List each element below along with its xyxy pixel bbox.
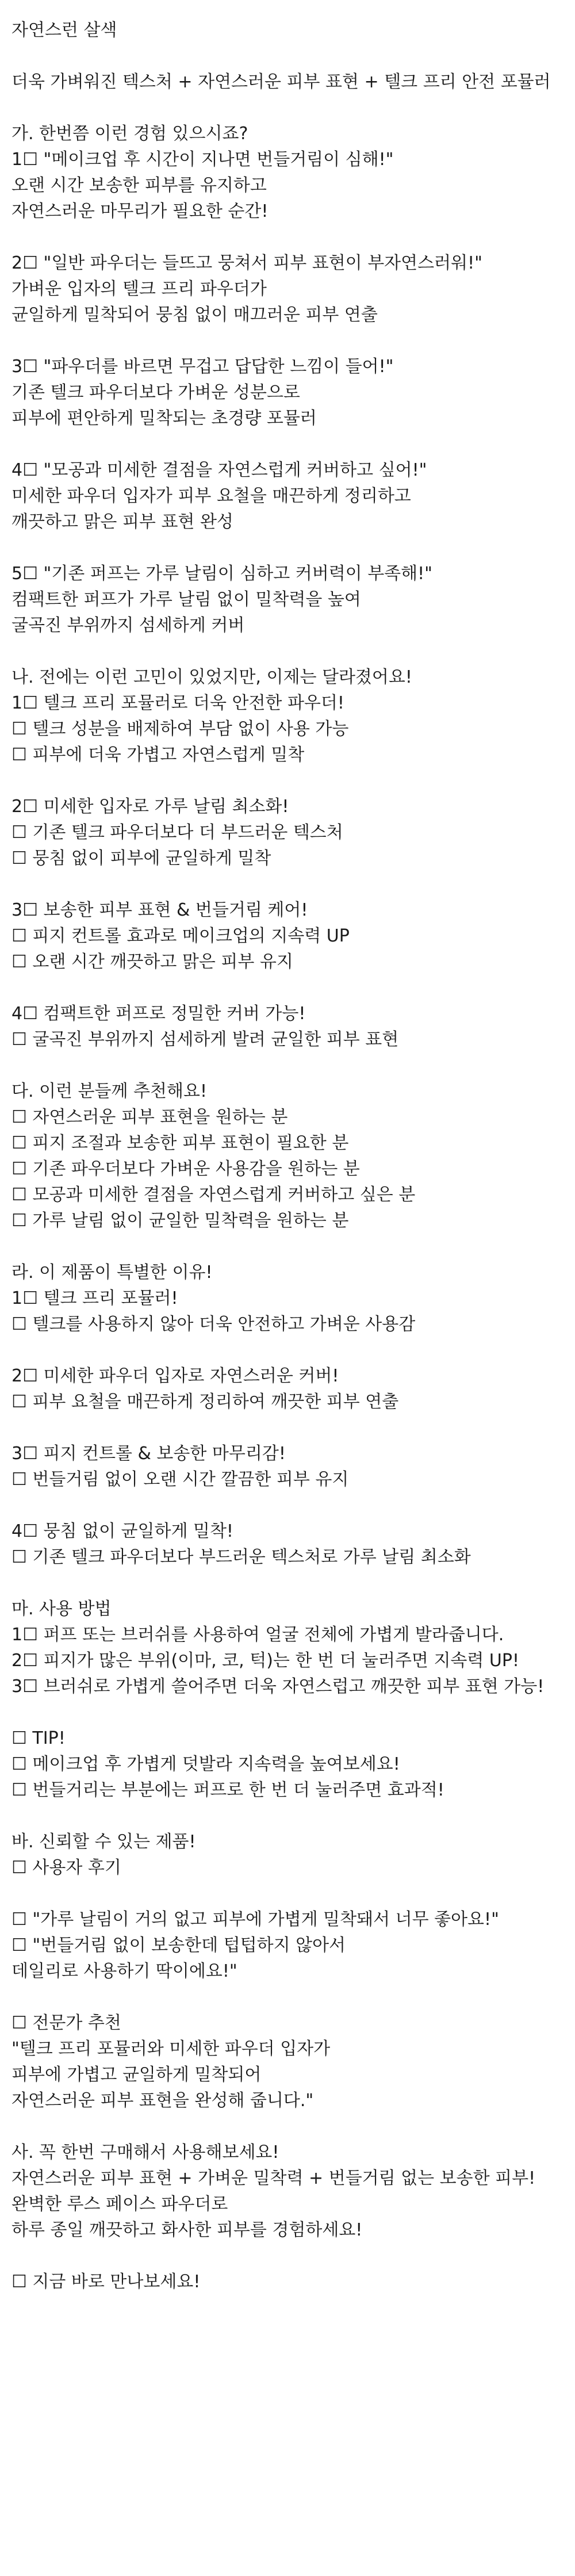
text-line: ☐ 번들거리는 부분에는 퍼프로 한 번 더 눌러주면 효과적!	[12, 1780, 444, 1800]
text-line: 완벽한 루스 페이스 파우더로	[12, 2194, 228, 2214]
blank-line	[12, 43, 575, 69]
text-line: ☐ 메이크업 후 가볍게 덧발라 지속력을 높여보세요!	[12, 1754, 400, 1774]
text-line: 다. 이런 분들께 추천해요!	[12, 1081, 207, 1101]
text-line: ☐ TIP!	[12, 1728, 66, 1748]
text-line: 3☐ 피지 컨트롤 & 보송한 마무리감!	[12, 1444, 286, 1464]
text-line: 바. 신뢰할 수 있는 제품!	[12, 1832, 196, 1852]
text-line: 하루 종일 깨끗하고 화사한 피부를 경험하세요!	[12, 2220, 363, 2240]
blank-line	[12, 1052, 575, 1078]
blank-line	[12, 1700, 575, 1725]
text-line: 미세한 파우더 입자가 피부 요철을 매끈하게 정리하고	[12, 486, 411, 506]
text-line: ☐ 기존 텔크 파우더보다 부드러운 텍스처로 가루 날림 최소화	[12, 1547, 471, 1567]
text-line: ☐ 모공과 미세한 결점을 자연스럽게 커버하고 싶은 분	[12, 1185, 416, 1205]
text-line: 3☐ 브러쉬로 가볍게 쓸어주면 더욱 자연스럽고 깨끗한 피부 표현 가능!	[12, 1676, 545, 1697]
text-line: 마. 사용 방법	[12, 1599, 112, 1619]
text-line: 3☐ "파우더를 바르면 무겁고 답답한 느낌이 들어!"	[12, 357, 394, 377]
text-line: 컴팩트한 퍼프가 가루 날림 없이 밀착력을 높여	[12, 590, 361, 610]
text-line: "텔크 프리 포뮬러와 미세한 파우더 입자가	[12, 2039, 331, 2059]
blank-line	[12, 1570, 575, 1596]
blank-line	[12, 1881, 575, 1907]
text-line: 3☐ 보송한 피부 표현 & 번들거림 케어!	[12, 900, 308, 920]
text-line: 나. 전에는 이런 고민이 있었지만, 이제는 달라졌어요!	[12, 667, 412, 687]
text-line: ☐ 전문가 추천	[12, 2013, 121, 2033]
blank-line	[12, 328, 575, 354]
text-line: ☐ 기존 텔크 파우더보다 더 부드러운 텍스처	[12, 822, 343, 843]
text-line: 2☐ 미세한 입자로 가루 날림 최소화!	[12, 797, 289, 817]
text-line: ☐ 지금 바로 만나보세요!	[12, 2272, 201, 2292]
text-line: 기존 텔크 파우더보다 가벼운 성분으로	[12, 382, 300, 403]
blank-line	[12, 768, 575, 794]
text-line: ☐ 사용자 후기	[12, 1858, 121, 1878]
text-line: 가. 한번쯤 이런 경험 있으시죠?	[12, 124, 248, 144]
blank-line	[12, 1415, 575, 1441]
text-line: 더욱 가벼워진 텍스처 + 자연스러운 피부 표현 + 텔크 프리 안전 포뮬러	[12, 72, 551, 92]
text-line: 2☐ "일반 파우더는 들뜨고 뭉쳐서 피부 표현이 부자연스러워!"	[12, 253, 482, 273]
text-line: ☐ 기존 파우더보다 가벼운 사용감을 원하는 분	[12, 1159, 360, 1179]
text-line: 균일하게 밀착되어 뭉침 없이 매끄러운 피부 연출	[12, 305, 378, 325]
text-line: ☐ 텔크를 사용하지 않아 더욱 안전하고 가벼운 사용감	[12, 1314, 416, 1334]
text-line: ☐ 번들거림 없이 오랜 시간 깔끔한 피부 유지	[12, 1469, 349, 1490]
blank-line	[12, 2114, 575, 2139]
text-line: 자연스러운 마무리가 필요한 순간!	[12, 201, 269, 221]
text-line: 자연스러운 피부 표현 + 가벼운 밀착력 + 번들거림 없는 보송한 피부!	[12, 2168, 536, 2188]
text-line: 오랜 시간 보송한 피부를 유지하고	[12, 175, 267, 196]
text-line: 가벼운 입자의 텔크 프리 파우더가	[12, 279, 267, 299]
text-line: ☐ 텔크 성분을 배제하여 부담 없이 사용 가능	[12, 719, 349, 739]
text-line: ☐ 피지 컨트롤 효과로 메이크업의 지속력 UP	[12, 926, 350, 946]
text-line: 1☐ "메이크업 후 시간이 지나면 번들거림이 심해!"	[12, 150, 394, 170]
text-line: 자연스러운 피부 표현을 완성해 줍니다."	[12, 2091, 314, 2111]
blank-line	[12, 535, 575, 561]
blank-line	[12, 1492, 575, 1518]
text-line: 데일리로 사용하기 딱이에요!"	[12, 1961, 237, 1981]
text-line: 5☐ "기존 퍼프는 가루 날림이 심하고 커버력이 부족해!"	[12, 564, 432, 584]
text-line: ☐ "가루 날림이 거의 없고 피부에 가볍게 밀착돼서 너무 좋아요!"	[12, 1909, 499, 1930]
text-line: 깨끗하고 맑은 피부 표현 완성	[12, 512, 233, 532]
text-line: 자연스런 살색	[12, 20, 117, 40]
text-line: ☐ 뭉침 없이 피부에 균일하게 밀착	[12, 848, 271, 868]
blank-line	[12, 1234, 575, 1260]
text-line: 1☐ 텔크 프리 포뮬러!	[12, 1288, 178, 1308]
text-line: 1☐ 텔크 프리 포뮬러로 더욱 안전한 파우더!	[12, 693, 344, 713]
text-line: 굴곡진 부위까지 섬세하게 커버	[12, 615, 245, 636]
blank-line	[12, 95, 575, 121]
text-line: 1☐ 퍼프 또는 브러쉬를 사용하여 얼굴 전체에 가볍게 발라줍니다.	[12, 1625, 504, 1645]
blank-line	[12, 1984, 575, 2010]
text-line: ☐ 피부에 더욱 가볍고 자연스럽게 밀착	[12, 745, 305, 765]
text-line: ☐ 가루 날림 없이 균일한 밀착력을 원하는 분	[12, 1211, 349, 1231]
text-line: ☐ 자연스러운 피부 표현을 원하는 분	[12, 1107, 288, 1127]
blank-line	[12, 1803, 575, 1829]
text-line: 피부에 가볍고 균일하게 밀착되어	[12, 2065, 262, 2085]
text-line: 4☐ 뭉침 없이 균일하게 밀착!	[12, 1521, 233, 1541]
text-line: 4☐ 컴팩트한 퍼프로 정밀한 커버 가능!	[12, 1004, 306, 1024]
text-line: ☐ 굴곡진 부위까지 섬세하게 발려 균일한 피부 표현	[12, 1029, 399, 1050]
text-line: 라. 이 제품이 특별한 이유!	[12, 1262, 213, 1283]
text-line: 2☐ 피지가 많은 부위(이마, 코, 턱)는 한 번 더 눌러주면 지속력 UP!	[12, 1651, 519, 1671]
text-line: 2☐ 미세한 파우더 입자로 자연스러운 커버!	[12, 1366, 339, 1386]
blank-line	[12, 2243, 575, 2269]
text-line: ☐ "번들거림 없이 보송한데 텁텁하지 않아서	[12, 1935, 346, 1955]
blank-line	[12, 224, 575, 250]
blank-line	[12, 431, 575, 457]
text-line: ☐ 피지 조절과 보송한 피부 표현이 필요한 분	[12, 1133, 349, 1153]
blank-line	[12, 975, 575, 1001]
blank-line	[12, 1337, 575, 1363]
blank-line	[12, 871, 575, 897]
text-line: ☐ 오랜 시간 깨끗하고 맑은 피부 유지	[12, 952, 293, 972]
blank-line	[12, 638, 575, 664]
text-line: ☐ 피부 요철을 매끈하게 정리하여 깨끗한 피부 연출	[12, 1392, 399, 1412]
text-line: 피부에 편안하게 밀착되는 초경량 포뮬러	[12, 408, 317, 428]
text-line: 사. 꼭 한번 구매해서 사용해보세요!	[12, 2142, 279, 2162]
text-line: 4☐ "모공과 미세한 결점을 자연스럽게 커버하고 싶어!"	[12, 460, 427, 480]
